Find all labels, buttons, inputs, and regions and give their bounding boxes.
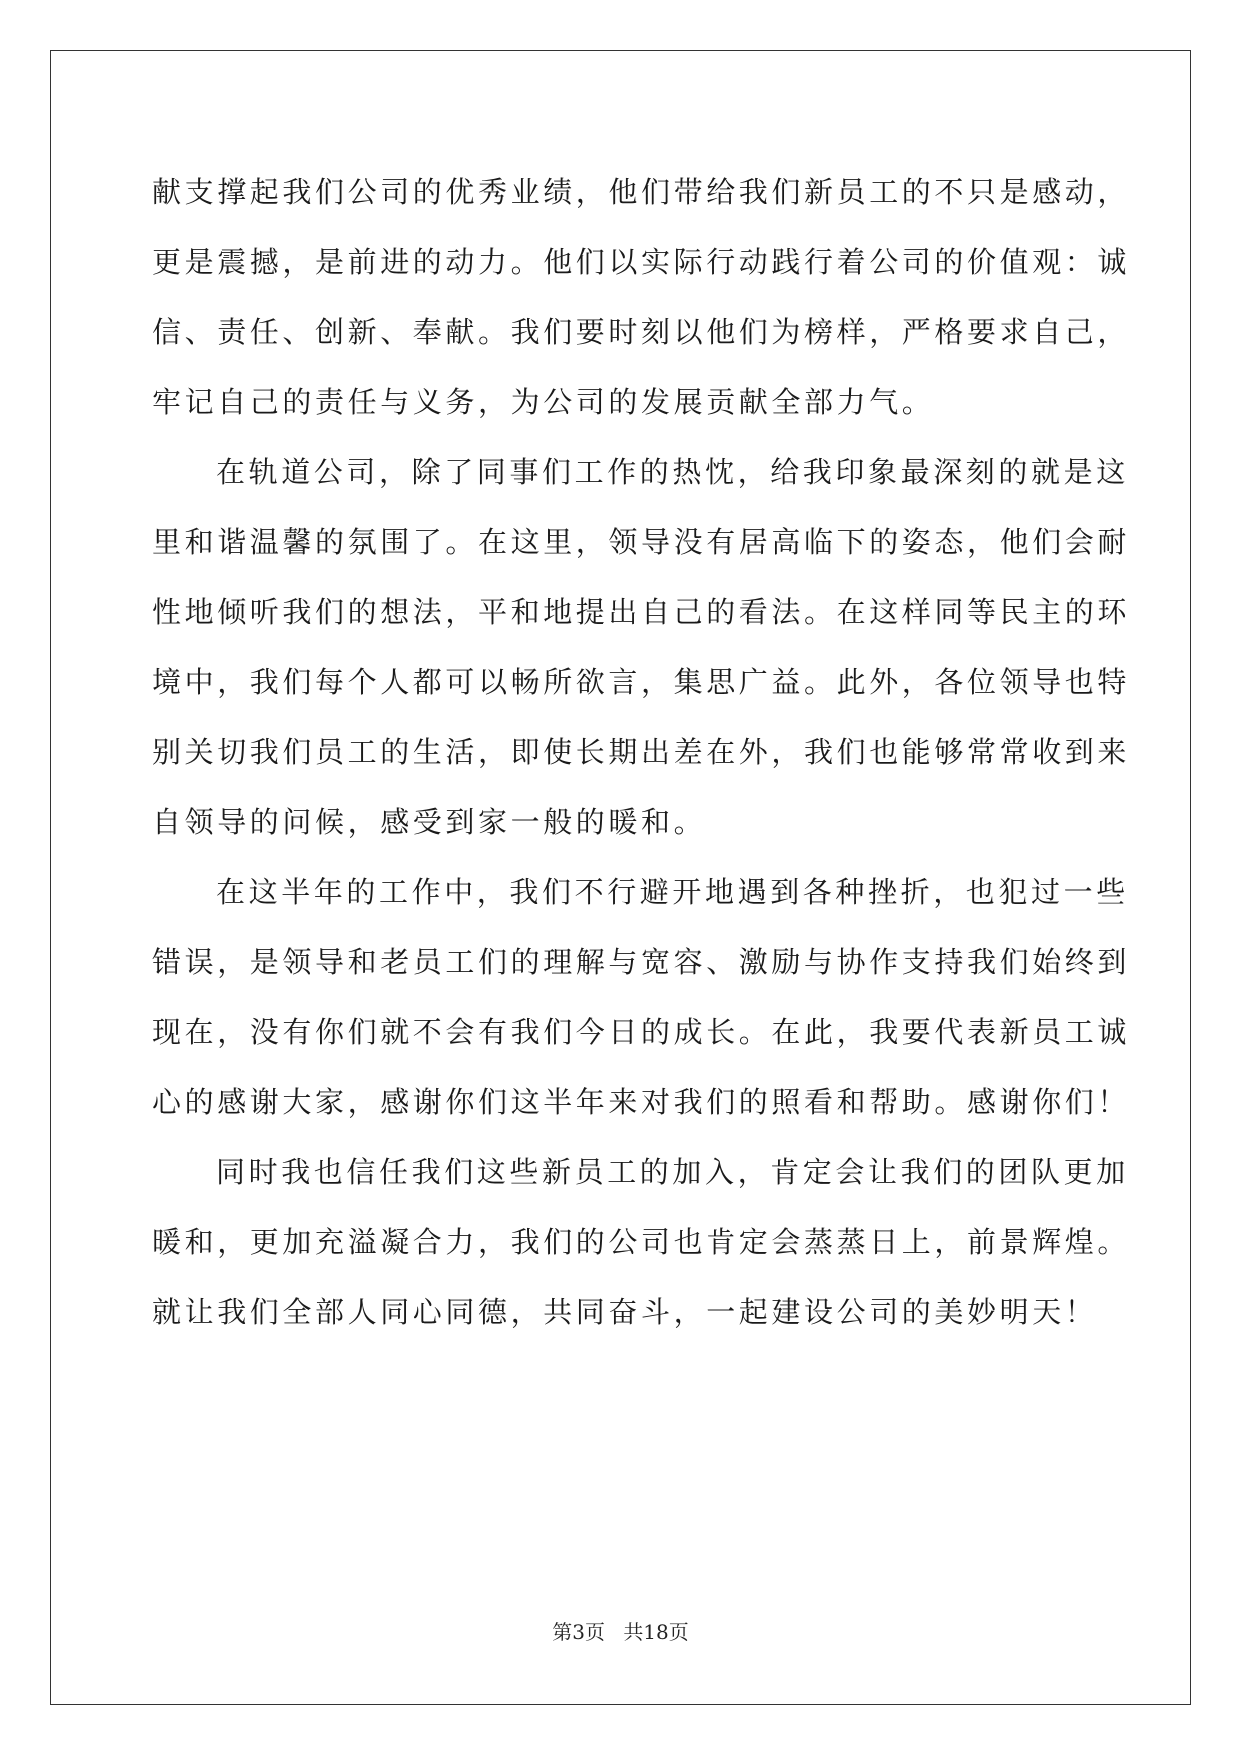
text-line: 别关切我们员工的生活，即使长期出差在外，我们也能够常常收到来: [152, 735, 1131, 769]
text-line: 暖和，更加充溢凝合力，我们的公司也肯定会蒸蒸日上，前景辉煌。: [152, 1225, 1131, 1259]
text-line-first: 同时我也信任我们这些新员工的加入，肯定会让我们的团队更加: [216, 1155, 1129, 1189]
text-line: 更是震撼，是前进的动力。他们以实际行动践行着公司的价值观：诚: [152, 245, 1131, 279]
text-line: 境中，我们每个人都可以畅所欲言，集思广益。此外，各位领导也特: [152, 665, 1131, 699]
text-line: 现在，没有你们就不会有我们今日的成长。在此，我要代表新员工诚: [152, 1015, 1131, 1049]
text-line: 自领导的问候，感受到家一般的暖和。: [152, 805, 707, 839]
text-line: 牢记自己的责任与义务，为公司的发展贡献全部力气。: [152, 385, 935, 419]
text-line: 就让我们全部人同心同德，共同奋斗，一起建设公司的美妙明天！: [152, 1295, 1098, 1329]
text-line: 性地倾听我们的想法，平和地提出自己的看法。在这样同等民主的环: [152, 595, 1131, 629]
text-line: 献支撑起我们公司的优秀业绩，他们带给我们新员工的不只是感动，: [152, 175, 1131, 209]
text-line: 心的感谢大家，感谢你们这半年来对我们的照看和帮助。感谢你们！: [152, 1085, 1131, 1119]
text-line-first: 在这半年的工作中，我们不行避开地遇到各种挫折，也犯过一些: [216, 875, 1129, 909]
document-body: [152, 172, 1131, 1362]
text-line-first: 在轨道公司，除了同事们工作的热忱，给我印象最深刻的就是这: [216, 455, 1129, 489]
text-line: 错误，是领导和老员工们的理解与宽容、激励与协作支持我们始终到: [152, 945, 1131, 979]
page-total: 共18页: [623, 1620, 689, 1644]
page-footer: [0, 1616, 1241, 1645]
page-number: 第3页: [552, 1620, 605, 1644]
text-line: 里和谐温馨的氛围了。在这里，领导没有居高临下的姿态，他们会耐: [152, 525, 1131, 559]
text-line: 信、责任、创新、奉献。我们要时刻以他们为榜样，严格要求自己，: [152, 315, 1131, 349]
